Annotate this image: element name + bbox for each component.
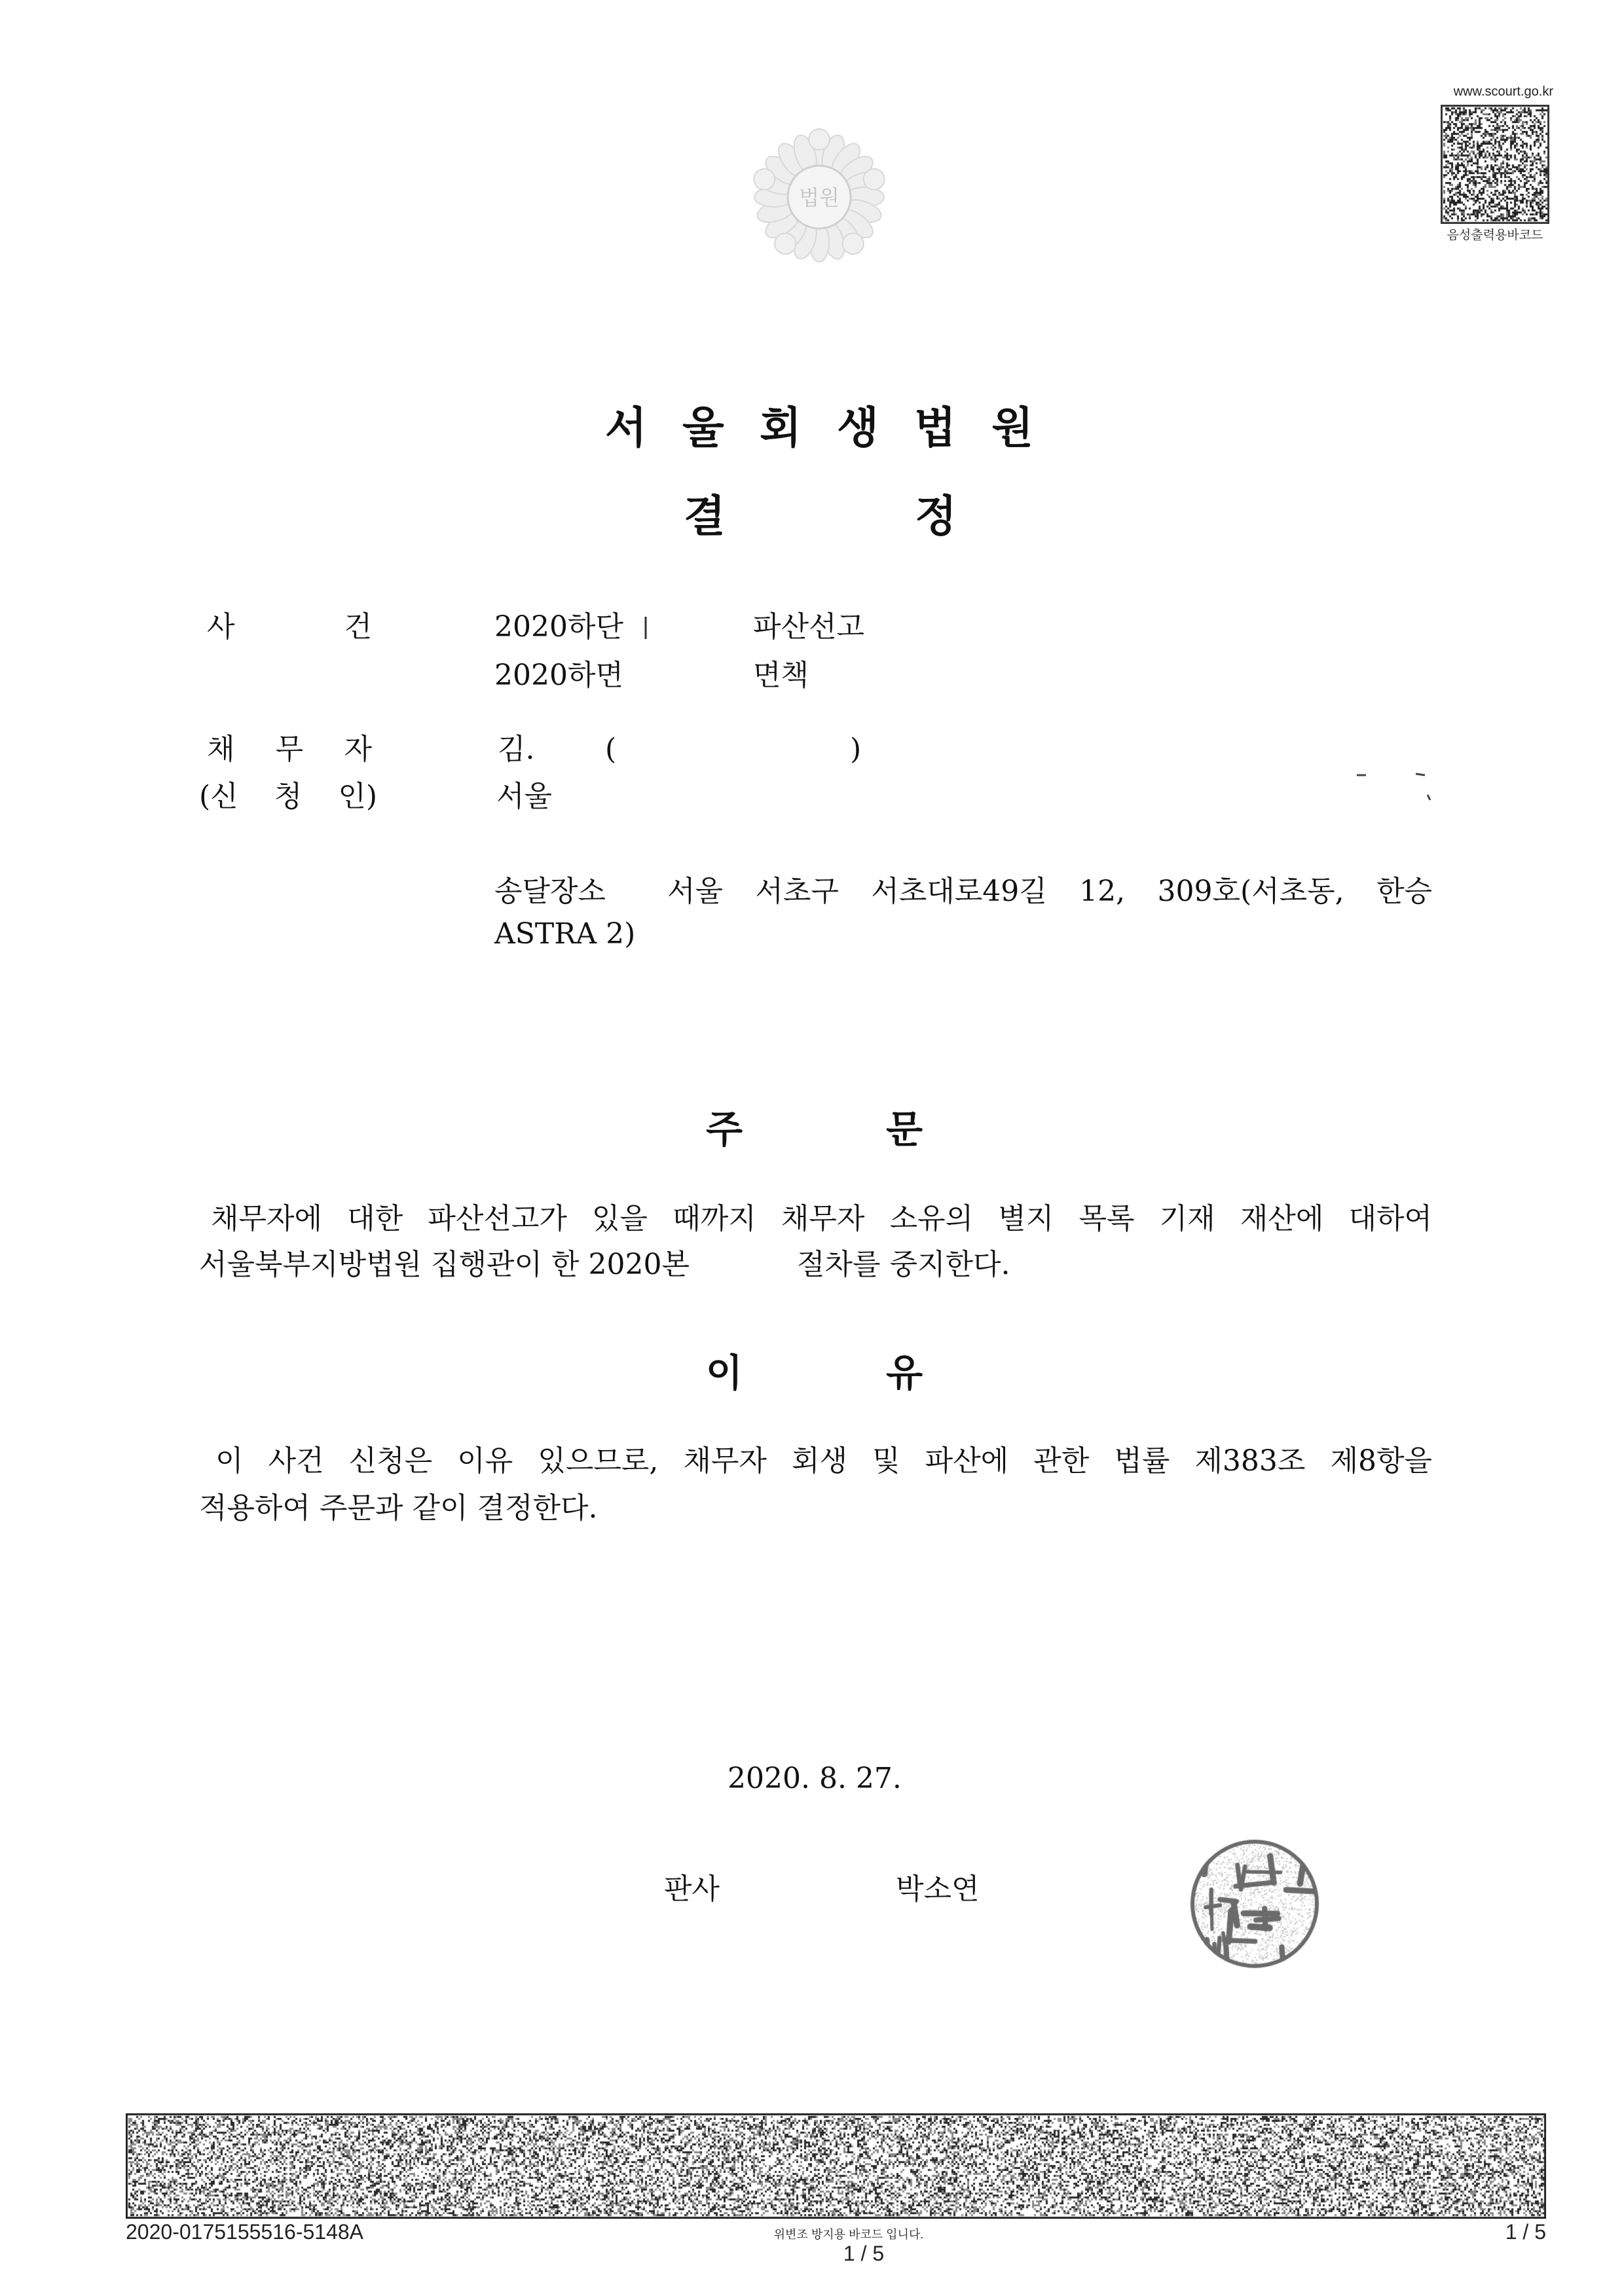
court-name: 서 울 회 생 법 원 xyxy=(605,403,1033,453)
case-number: 2020하단 xyxy=(494,610,623,644)
emblem-lobe xyxy=(775,233,796,254)
reason-text-line: 이 사건 신청은 이유 있으므로, 채무자 회생 및 파산에 관한 법률 제383조 제8항을 xyxy=(215,1444,1432,1478)
order-heading: 주 문 xyxy=(706,1107,923,1152)
debtor-id-close: ) xyxy=(850,733,862,766)
reason-text-line: 적용하여 주문과 같이 결정한다. xyxy=(199,1491,598,1525)
applicant-label: (신 청 인) xyxy=(199,780,377,813)
emblem-lobe xyxy=(864,169,885,190)
court-emblem-icon xyxy=(747,126,891,268)
page-number-center: 1 / 5 xyxy=(843,2242,885,2265)
case-title: 파산선고 xyxy=(753,610,865,644)
redaction-remnant xyxy=(643,615,648,640)
document-type: 결 정 xyxy=(684,491,957,541)
emblem-lobe xyxy=(754,169,775,190)
redaction-remnant xyxy=(1354,770,1435,803)
case-label: 사 건 xyxy=(207,610,372,644)
emblem-lobe xyxy=(809,129,830,150)
debtor-label: 채 무 자 xyxy=(207,733,372,766)
order-text-line-end: 절차를 중지한다. xyxy=(797,1248,1010,1281)
judge-name: 박소연 xyxy=(896,1872,980,1906)
page-number-right: 1 / 5 xyxy=(1505,2220,1546,2244)
service-address-label: 송달장소 xyxy=(494,875,606,908)
order-text-line: 서울북부지방법원 집행관이 한 2020본 xyxy=(199,1248,690,1281)
debtor-id-open: ( xyxy=(605,733,617,766)
judge-title: 판사 xyxy=(664,1872,720,1906)
case-number: 2020하면 xyxy=(494,659,623,692)
barcode-note: 위변조 방지용 바코드 입니다. xyxy=(773,2228,924,2241)
case-title: 면책 xyxy=(753,659,809,692)
debtor-address: 서울 xyxy=(496,780,553,813)
judge-seal xyxy=(1185,1834,1324,1973)
emblem-lobe xyxy=(843,233,864,254)
qr-caption: 음성출력용바코드 xyxy=(1447,228,1543,242)
voice-output-qr-code xyxy=(1441,105,1549,224)
document-id: 2020-0175155516-5148A xyxy=(126,2220,363,2244)
emblem-label: 법원 xyxy=(799,185,840,210)
decision-date: 2020. 8. 27. xyxy=(728,1762,902,1795)
order-text-line: 채무자에 대한 파산선고가 있을 때까지 채무자 소유의 별지 목록 기재 재산에 대하여 xyxy=(211,1202,1432,1235)
reason-heading: 이 유 xyxy=(706,1351,923,1395)
debtor-name: 김. xyxy=(498,733,535,766)
anti-forgery-barcode xyxy=(126,2113,1546,2219)
service-address-continued: ASTRA 2) xyxy=(494,917,636,951)
service-address: 서울 서초구 서초대로49길 12, 309호(서초동, 한승 xyxy=(667,875,1432,908)
site-url: www.scourt.go.kr xyxy=(1453,84,1553,99)
